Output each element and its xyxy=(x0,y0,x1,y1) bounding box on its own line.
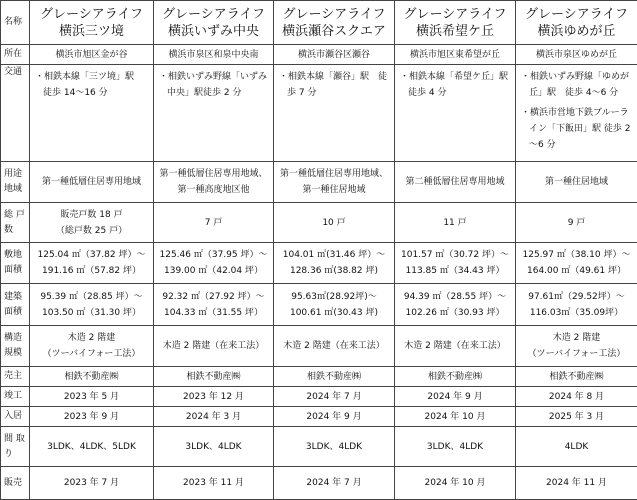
row-location xyxy=(1,45,637,65)
cell-line: 95.39 ㎡（28.85 坪）～ xyxy=(40,291,143,302)
cell-value: 相鉄不動産㈱ xyxy=(186,371,241,382)
row-land xyxy=(1,243,637,284)
row-label-line: 規模 xyxy=(4,348,23,358)
access-line: 歩 7 分 xyxy=(287,88,317,98)
cell-value: 横浜市泉区ゆめが丘 xyxy=(535,49,617,60)
access-line: イン「下飯田」駅 徒歩 2 xyxy=(529,124,631,134)
access-route xyxy=(519,105,634,153)
cell-land xyxy=(30,243,154,284)
access-line: ・相鉄本線「瀬谷」駅 徒 xyxy=(279,72,388,82)
cell-completion xyxy=(154,387,274,407)
row-structure xyxy=(1,326,637,367)
row-label-line: り xyxy=(4,448,14,459)
cell-line: 第一種高度地区他 xyxy=(177,185,250,195)
cell-line: 横浜希望ケ丘 xyxy=(415,23,494,39)
cell-name xyxy=(395,1,516,45)
cell-sale xyxy=(30,467,154,500)
row-label-line: 面積 xyxy=(4,265,23,275)
cell-building xyxy=(30,284,154,326)
cell-value: 4LDK xyxy=(564,441,589,452)
cell-move-in xyxy=(274,407,395,427)
cell-value: 横浜市泉区和泉中央南 xyxy=(168,49,259,60)
cell-line: グレーシアライフ xyxy=(403,6,507,22)
access-route xyxy=(33,69,150,101)
cell-line: 横浜三ツ境 xyxy=(58,23,124,39)
cell-structure xyxy=(516,326,637,367)
row-layout xyxy=(1,427,637,467)
cell-line: 木造 2 階建 xyxy=(552,333,601,343)
row-label xyxy=(1,407,30,427)
row-label-line: 構造 xyxy=(4,333,23,343)
cell-location xyxy=(274,45,395,65)
cell-line: 128.36 ㎡(38.82 坪) xyxy=(289,266,378,276)
cell-line: グレーシアライフ xyxy=(282,6,386,22)
cell-building xyxy=(395,284,516,326)
cell-layout xyxy=(274,427,395,467)
cell-layout xyxy=(395,427,516,467)
cell-access xyxy=(395,65,516,162)
access-line: ・相鉄本線「希望ケ丘」駅 xyxy=(400,72,509,82)
cell-value: 2024 年 9 月 xyxy=(306,411,362,422)
cell-line: 103.50 ㎡（31.30 坪） xyxy=(42,307,141,318)
cell-zoning xyxy=(516,162,637,203)
cell-line: 横浜瀬谷スクエア xyxy=(282,23,386,39)
cell-access xyxy=(516,65,637,162)
cell-seller xyxy=(395,367,516,387)
cell-value: 2023 年 11 月 xyxy=(183,478,244,488)
row-sale xyxy=(1,467,637,500)
access-line: 丘」駅 徒歩 4～6 分 xyxy=(529,88,619,98)
cell-value: 相鉄不動産㈱ xyxy=(427,371,482,382)
cell-seller xyxy=(154,367,274,387)
cell-sale xyxy=(395,467,516,500)
access-line: ・相鉄いずみ野線「いずみ xyxy=(159,72,268,82)
cell-line: 11 戸 xyxy=(443,217,467,228)
cell-line: 102.26 ㎡（30.93 坪） xyxy=(405,307,505,318)
cell-location xyxy=(30,45,154,65)
cell-value: 相鉄不動産㈱ xyxy=(64,371,119,382)
cell-value: 横浜市瀬谷区瀬谷 xyxy=(297,49,370,60)
cell-move-in xyxy=(516,407,637,427)
cell-name xyxy=(516,1,637,45)
cell-value: 相鉄不動産㈱ xyxy=(306,371,361,382)
cell-value: 3LDK、4LDK、5LDK xyxy=(47,441,136,452)
cell-zoning xyxy=(395,162,516,203)
cell-line: 95.63㎡(28.92坪)～ xyxy=(291,291,377,302)
cell-access xyxy=(274,65,395,162)
access-line: 徒歩 14～16 分 xyxy=(43,88,108,98)
cell-line: 木造 2 階建（在来工法） xyxy=(162,341,265,351)
cell-line: グレーシアライフ xyxy=(40,6,143,22)
row-label-text: 竣工 xyxy=(4,391,23,401)
access-line: ・相鉄本線「三ツ境」駅 xyxy=(35,72,135,82)
cell-value: 横浜市旭区金が谷 xyxy=(55,49,128,60)
row-name xyxy=(1,1,637,45)
cell-value: 2023 年 5 月 xyxy=(63,391,120,402)
cell-line: 横浜いずみ中央 xyxy=(167,23,259,39)
cell-value: 2024 年 9 月 xyxy=(427,391,483,402)
cell-value: 2024 年 3 月 xyxy=(185,411,242,422)
cell-line: 第一種低層住居専用地域、 xyxy=(159,169,268,179)
cell-line: 139.00 ㎡（42.04 坪） xyxy=(164,266,263,276)
cell-value: 2024 年 8 月 xyxy=(548,391,605,402)
cell-line: 116.03㎡（35.09坪） xyxy=(529,307,624,318)
cell-value: 2024 年 10 月 xyxy=(424,478,486,488)
cell-units xyxy=(395,203,516,243)
cell-zoning xyxy=(30,162,154,203)
row-label-text: 売主 xyxy=(4,371,23,381)
cell-line: （ツーバイフォー工法） xyxy=(527,349,626,359)
row-label xyxy=(1,162,30,203)
cell-seller xyxy=(30,367,154,387)
cell-zoning xyxy=(274,162,395,203)
cell-line: 第一種低層住居専用地域、 xyxy=(279,169,388,179)
cell-line: 第一種住居地域 xyxy=(544,177,608,187)
cell-line: 104.33 ㎡（31.55 坪） xyxy=(164,307,263,318)
row-label xyxy=(1,45,30,65)
cell-line: （ツーバイフォー工法） xyxy=(42,349,141,359)
cell-units xyxy=(30,203,154,243)
cell-access xyxy=(154,65,274,162)
cell-structure xyxy=(395,326,516,367)
cell-line: 97.61㎡（29.52坪）～ xyxy=(528,291,625,302)
row-label-text: 入居 xyxy=(4,411,23,421)
cell-seller xyxy=(274,367,395,387)
row-zoning xyxy=(1,162,637,203)
cell-value: 2024 年 7 月 xyxy=(306,391,362,402)
cell-value: 2023 年 12 月 xyxy=(183,391,244,402)
cell-move-in xyxy=(30,407,154,427)
cell-value: 2024 年 10 月 xyxy=(424,411,486,422)
access-line: ・横浜市営地下鉄ブルーラ xyxy=(521,108,629,118)
row-label-text: 所在 xyxy=(4,49,23,59)
cell-line: 第二種低層住居専用地域 xyxy=(405,177,505,187)
cell-completion xyxy=(30,387,154,407)
cell-value: 2023 年 9 月 xyxy=(63,411,120,422)
cell-value: 2024 年 11 月 xyxy=(546,478,607,488)
cell-line: 第一種住居地域 xyxy=(302,185,366,195)
cell-value: 3LDK、4LDK xyxy=(305,441,363,452)
cell-line: （総戸数 25 戸） xyxy=(55,225,128,236)
row-move-in xyxy=(1,407,637,427)
row-units xyxy=(1,203,637,243)
cell-line: 92.32 ㎡（27.92 坪）～ xyxy=(162,291,265,302)
cell-value: 2024 年 7 月 xyxy=(306,478,362,488)
cell-move-in xyxy=(395,407,516,427)
row-label-line: 敷地 xyxy=(4,250,23,260)
cell-value: 横浜市旭区東希望が丘 xyxy=(409,49,500,60)
cell-seller xyxy=(516,367,637,387)
access-line: 徒歩 4 分 xyxy=(408,88,447,98)
cell-value: 3LDK、4LDK xyxy=(185,441,242,452)
cell-land xyxy=(154,243,274,284)
row-building xyxy=(1,284,637,326)
row-label-text: 販売 xyxy=(4,477,23,488)
row-label-line: 数 xyxy=(4,224,14,235)
cell-sale xyxy=(516,467,637,500)
cell-name xyxy=(154,1,274,45)
access-line: ～6 分 xyxy=(529,140,556,150)
cell-location xyxy=(395,45,516,65)
cell-building xyxy=(516,284,637,326)
row-seller xyxy=(1,367,637,387)
cell-completion xyxy=(395,387,516,407)
cell-layout xyxy=(30,427,154,467)
cell-structure xyxy=(274,326,395,367)
row-label xyxy=(1,243,30,284)
cell-line: 101.57 ㎡（30.72 坪）～ xyxy=(401,250,509,260)
row-label xyxy=(1,284,30,326)
cell-units xyxy=(154,203,274,243)
cell-line: 100.61 ㎡(30.43 坪) xyxy=(289,307,378,318)
cell-location xyxy=(516,45,637,65)
row-label xyxy=(1,203,30,243)
cell-land xyxy=(395,243,516,284)
row-access xyxy=(1,65,637,162)
cell-value: 相鉄不動産㈱ xyxy=(549,371,604,382)
cell-sale xyxy=(154,467,274,500)
row-label xyxy=(1,326,30,367)
cell-name xyxy=(274,1,395,45)
cell-building xyxy=(154,284,274,326)
cell-line: グレーシアライフ xyxy=(162,6,265,22)
row-completion xyxy=(1,387,637,407)
cell-line: 横浜ゆめが丘 xyxy=(537,23,616,39)
row-label xyxy=(1,387,30,407)
row-label-line: 用途 xyxy=(4,169,23,179)
row-label-line: 総 戸 xyxy=(4,209,25,220)
cell-zoning xyxy=(154,162,274,203)
row-label xyxy=(1,1,30,45)
row-label-text: 名称 xyxy=(4,17,23,27)
row-label xyxy=(1,427,30,467)
cell-line: 125.46 ㎡（37.95 坪）～ xyxy=(159,250,268,260)
cell-building xyxy=(274,284,395,326)
access-line: ・相鉄いずみ野線「ゆめが xyxy=(521,72,630,82)
row-label xyxy=(1,367,30,387)
cell-value: 2023 年 7 月 xyxy=(63,478,120,488)
row-label-line: 間 取 xyxy=(4,433,25,444)
cell-line: 94.39 ㎡（28.55 坪）～ xyxy=(403,291,507,302)
cell-structure xyxy=(154,326,274,367)
cell-line: 113.85 ㎡（34.43 坪） xyxy=(405,266,505,276)
row-label-line: 地域 xyxy=(4,184,23,194)
cell-location xyxy=(154,45,274,65)
cell-completion xyxy=(516,387,637,407)
row-label-line: 建築 xyxy=(4,291,23,302)
cell-layout xyxy=(516,427,637,467)
cell-line: 125.97 ㎡（38.10 坪）～ xyxy=(522,250,631,260)
cell-line: 10 戸 xyxy=(322,217,346,228)
cell-line: 125.04 ㎡（37.82 坪）～ xyxy=(37,250,146,260)
row-label xyxy=(1,65,30,162)
cell-line: 木造 2 階建（在来工法） xyxy=(404,341,506,351)
cell-land xyxy=(516,243,637,284)
row-label-line: 面積 xyxy=(4,306,23,317)
cell-land xyxy=(274,243,395,284)
cell-layout xyxy=(154,427,274,467)
cell-units xyxy=(516,203,637,243)
cell-line: 木造 2 階建 xyxy=(67,333,116,343)
cell-access xyxy=(30,65,154,162)
access-route xyxy=(519,69,634,101)
access-route xyxy=(398,69,512,101)
access-line: 中央」駅徒歩 2 分 xyxy=(167,88,242,98)
cell-line: 191.16 ㎡（57.82 坪） xyxy=(42,266,141,276)
cell-value: 2025 年 3 月 xyxy=(548,411,605,422)
cell-line: 7 戸 xyxy=(204,217,223,228)
cell-line: 104.01 ㎡(31.46 坪）～ xyxy=(282,250,386,260)
cell-line: 販売戸数 18 戸 xyxy=(60,209,123,220)
cell-line: 164.00 ㎡（49.61 坪） xyxy=(527,266,626,276)
row-label xyxy=(1,467,30,500)
cell-completion xyxy=(274,387,395,407)
cell-units xyxy=(274,203,395,243)
row-label-line: 交通 xyxy=(4,67,23,77)
cell-value: 3LDK、4LDK xyxy=(426,441,484,452)
cell-structure xyxy=(30,326,154,367)
cell-line: 第一種低層住居専用地域 xyxy=(41,177,141,187)
cell-line: 木造 2 階建（在来工法） xyxy=(283,341,385,351)
access-route xyxy=(277,69,391,101)
access-route xyxy=(157,69,270,101)
cell-line: 9 戸 xyxy=(567,217,586,228)
cell-sale xyxy=(274,467,395,500)
cell-line: グレーシアライフ xyxy=(525,6,628,22)
cell-name xyxy=(30,1,154,45)
cell-move-in xyxy=(154,407,274,427)
